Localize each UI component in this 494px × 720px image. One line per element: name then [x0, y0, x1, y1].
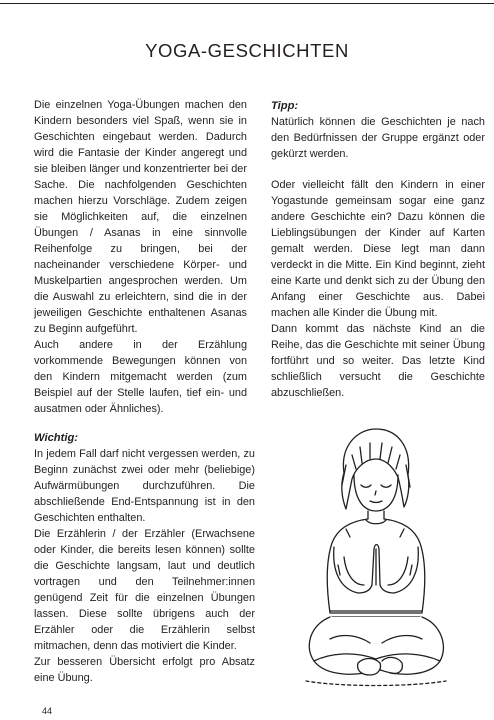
- wichtig-heading: Wichtig:: [34, 432, 79, 444]
- wichtig-paragraph-1: In jedem Fall darf nicht vergessen werden, zu Beginn zunächst zwei oder mehr (beliebige) Aufwärmübungen durchzuführen. Die abschließende End-Entspannung ist in den Geschichten enthalten.: [34, 448, 255, 524]
- tipp-column: [271, 98, 485, 401]
- wichtig-paragraph-3: Zur besseren Übersicht erfolgt pro Absatz eine Übung.: [34, 656, 255, 684]
- intro-paragraph-2: Auch andere in der Erzählung vorkommende Bewegungen können von den Kindern mitgemacht werden (zum Beispiel auf der Stelle laufen, tief ein- und ausatmen oder Ähnliches).: [34, 339, 247, 415]
- wichtig-paragraph-2: Die Erzählerin / der Erzähler (Erwachsene oder Kinder, die bereits lesen können) sollte die Geschichte langsam, laut und deutlich vortragen und den Teilnehmer:innen genügend Zeit für die einzelnen Übungen lassen. Diese sollte übrigens auch der Erzähler oder die Erzählerin selbst mitmachen, denn das motiviert die Kinder.: [34, 528, 255, 652]
- meditating-child-illustration: [300, 425, 450, 707]
- intro-column: [34, 97, 247, 417]
- tipp-paragraph-1: Natürlich können die Geschichten je nach den Bedürfnissen der Gruppe ergänzt oder gekürzt werden.: [271, 116, 485, 160]
- tipp-paragraph-2: Oder vielleicht fällt den Kindern in einer Yogastunde gemeinsam sogar eine ganz andere Geschichte ein? Dazu können die Lieblingsübungen der Kinder auf Karten gemalt werden. Diese legt man dann verdeckt in die Mitte. Ein Kind beginnt, zieht eine Karte und denkt sich zu der Übung den Anfang einer Geschichte aus. Dabei machen alle Kinder die Übung mit.: [271, 179, 485, 319]
- tipp-paragraph-3: Dann kommt das nächste Kind an die Reihe, das die Geschichte mit seiner Übung fortführt und so weiter. Das letzte Kind schließlich versucht die Geschichte abzuschließen.: [271, 323, 485, 399]
- intro-paragraph-1: Die einzelnen Yoga-Übungen machen den Kindern besonders viel Spaß, wenn sie in Geschichten eingebaut werden. Dadurch wird die Fantasie der Kinder angeregt und sie bleiben länger und konzentrierter bei der Sache. Die nachfolgenden Geschichten machen hierzu Vorschläge. Zudem zeigen sie Möglichkeiten auf, die einzelnen Übungen / Asanas in eine sinnvolle Reihenfolge zu bringen, bei der nacheinander verschiedene Körper- und Muskelpartien angesprochen werden. Um die Auswahl zu erleichtern, sind die in der jeweiligen Geschichte enthaltenen Asanas zu Beginn aufgeführt.: [34, 99, 247, 335]
- page-title: YOGA-GESCHICHTEN: [145, 40, 349, 61]
- tipp-heading: Tipp:: [271, 100, 299, 112]
- wichtig-section: [34, 430, 255, 686]
- top-rule: [0, 3, 494, 4]
- page-number: 44: [42, 706, 53, 716]
